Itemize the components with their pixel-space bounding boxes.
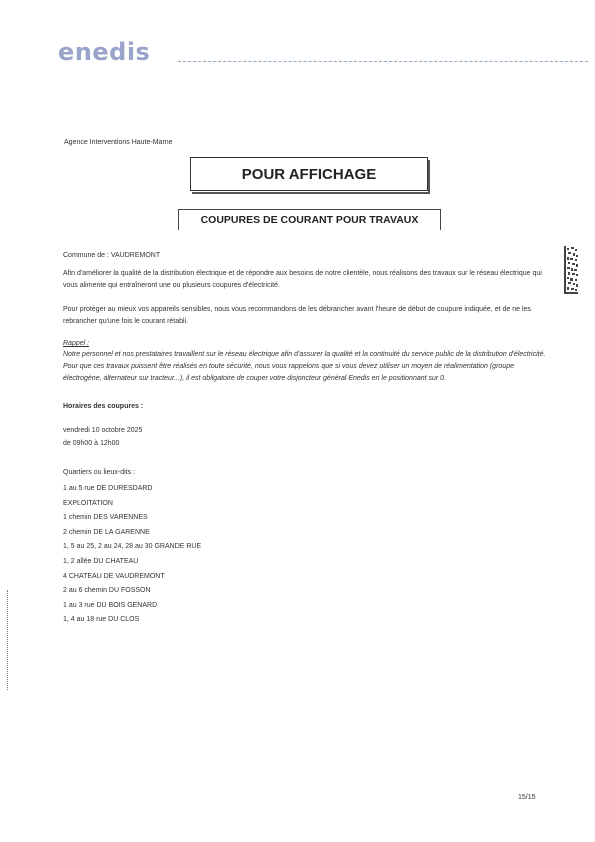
horaires-title: Horaires des coupures :: [63, 403, 144, 410]
list-item: 1, 4 au 18 rue DU CLOS: [63, 616, 140, 624]
list-item: 1 au 3 rue DU BOIS GENARD: [63, 601, 158, 609]
commune-line: Commune de : VAUDREMONT: [63, 252, 161, 259]
quartiers-title: Quartiers ou lieux-dits :: [63, 469, 135, 476]
list-item: 4 CHATEAU DE VAUDREMONT: [63, 572, 165, 580]
poster-title: POUR AFFICHAGE: [190, 157, 428, 191]
enedis-logo: enedis: [58, 38, 151, 66]
list-item: 1, 5 au 25, 2 au 24, 28 au 30 GRANDE RUE: [63, 543, 202, 551]
list-item: 1 au 5 rue DE DURESDARD: [63, 485, 153, 492]
list-item: 2 chemin DE LA GARENNE: [63, 528, 150, 536]
header-rule: [178, 61, 588, 62]
coupure-time: de 09h00 à 12h00: [63, 440, 120, 447]
list-item: 2 au 6 chemin DU FOSSON: [63, 587, 151, 595]
rappel-label: Rappel :: [63, 340, 90, 347]
list-item: 1, 2 allée DU CHATEAU: [63, 557, 139, 565]
coupure-date: vendredi 10 octobre 2025: [63, 427, 143, 434]
rappel-text: Notre personnel et nos prestataires travaillent sur le réseau électrique afin d'assurer la qualité et la continuité du service public de la distribution d'électricité. Pour que ces travaux puissent être réalisés en toute sécurité, nous vous rappelons que si vous devez utiliser un moyen de réalimentation (groupe électrogène, alternateur sur tracteur...), il est obligatoire de couper votre disjoncteur général Enedis en le positionnant sur 0.: [63, 351, 546, 382]
agency-name: Agence Interventions Haute-Marne: [64, 139, 173, 146]
page-number: 15/15: [518, 794, 536, 801]
list-item: EXPLOITATION: [63, 499, 113, 507]
protection-paragraph: Pour protéger au mieux vos appareils sensibles, nous vous recommandons de les débrancher avant l'heure de début de coupure indiquée, et de ne les rebrancher qu'une fois le courant rétabli.: [63, 306, 531, 325]
quartiers-list: [63, 482, 201, 628]
notice-title: COUPURES DE COURANT POUR TRAVAUX: [178, 209, 441, 230]
list-item: 1 chemin DES VARENNES: [63, 514, 148, 522]
intro-paragraph: Afin d'améliorer la qualité de la distribution électrique et de répondre aux besoins de notre clientèle, nous réalisons des travaux sur le réseau électrique qui vous alimente qui entraîneront une ou plusieurs coupures d'électricité.: [63, 270, 542, 289]
datamatrix-code: [564, 246, 578, 294]
scan-margin-marks: [7, 590, 10, 690]
